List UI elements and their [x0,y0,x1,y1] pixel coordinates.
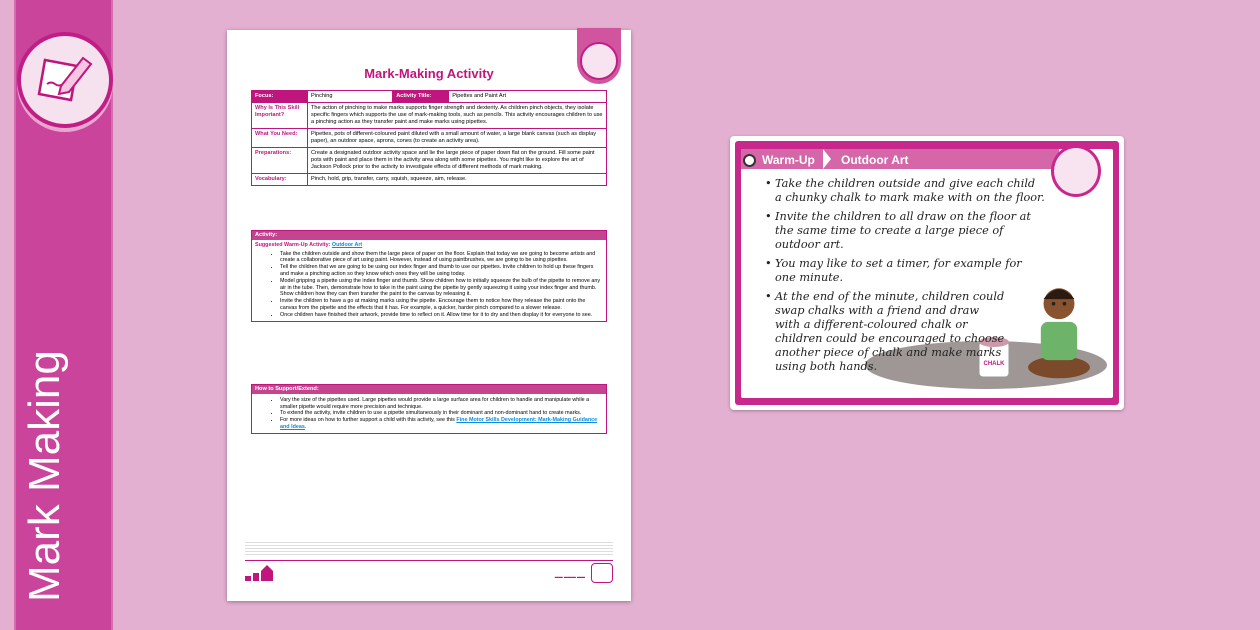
row-text: Pipettes, pots of different-coloured paint diluted with a small amount of water, a large blank canvas (such as display paper), an outdoor space, aprons, cones (to create an activity area). [308,129,607,148]
step-text: Warm-Up [762,153,815,167]
activity-document [227,30,631,601]
circle-icon [743,154,756,167]
row-text: Pinch, hold, grip, transfer, carry, squish, squeeze, aim, release. [308,174,607,186]
slide-title: Outdoor Art [841,153,909,167]
guidance-link[interactable]: Fine Motor Skills Development: Mark-Making Guidance and Ideas [280,417,598,430]
item-text: . [304,423,307,430]
focus-value: Pinching [308,91,393,103]
footer-badge [591,563,613,583]
slide-bullets [765,177,1045,379]
disclaimer [245,540,613,556]
footer-logo [245,565,273,581]
list-item: • Vary the size of the pipettes used. Large pipettes would provide a large surface area for children to handle and manipulate while a smaller pipette would require more precision and technique. [280,397,602,411]
focus-label: Focus: [252,91,308,103]
footer-url: ▬▬ ▬▬▬ ▬▬ [554,574,585,579]
list-item [280,417,602,431]
chevron-right-icon [823,149,831,169]
footer-divider [245,560,613,561]
row-label: Vocabulary: [252,174,308,186]
step-label [743,153,815,167]
warmup-slide [730,136,1124,410]
bullet: • You may like to set a timer, for example for one minute. [765,257,1045,285]
outdoor-art-link[interactable]: Outdoor Art [331,241,363,248]
list-item: • Once children have finished their artwork, provide time to reflect on it. Allow time for it to dry and then display it for everyone to see. [280,312,602,319]
row-text: Create a designated outdoor activity space and lie the large piece of paper down flat on the ground. Fill some paint pots with paint and place them in the activity area along with some pipettes. You might like to explore the art of Jackson Pollock prior to the activity to investigate effects of different methods of mark making. [308,148,607,174]
bullet: • Invite the children to all draw on the floor at the same time to create a large piece of outdoor art. [765,210,1045,252]
section-header: How to Support/Extend: [252,385,606,394]
banner-title: Mark Making [20,350,69,602]
warmup-label: Suggested Warm-Up Activity: [255,241,331,248]
document-title: Mark-Making Activity [364,66,494,81]
activity-section [251,230,607,322]
list-item: • Tell the children that we are going to be using our index finger and thumb to use our pipettes. Invite children to hold up these fingers and make a pinching action so they know which ones they will be using today. [280,264,602,278]
row-label: What You Need: [252,129,308,148]
bullet: • Take the children outside and give each child a chunky chalk to mark make with on the floor. [765,177,1045,205]
slide-frame [735,141,1119,405]
pencil-paper-icon [1051,145,1101,197]
list-item: • Invite the children to have a go at making marks using the pipette. Encourage them to notice how they release the paint onto the canvas from the pipette and the effects that it has. For example, a quicker, harder pinch compared to a slower release. [280,298,602,312]
section-header: Activity: [252,231,606,240]
list-item: • Take the children outside and show them the large piece of paper on the floor. Explain that today we are going to become artists and create a collaborative piece of art using paint. However, instead of using paintbrushes, we are going to be using pipettes. [280,251,602,265]
row-label: Why Is This Skill Important? [252,103,308,129]
activity-info-table [251,90,607,186]
row-text: The action of pinching to make marks supports finger strength and dexterity. As children pinch objects, they isolate specific fingers which supports the use of mark-making tools, such as pencils. This activity encourages children to use a pinching action as they transfer paint and make marks using pipettes. [308,103,607,129]
row-label: Preparations: [252,148,308,174]
activity-title-label: Activity Title: [393,91,449,103]
item-text: For more ideas on how to further support a child with this activity, see this [280,417,457,424]
list-item: • Model gripping a pipette using the index finger and thumb. Show children how to initially squeeze the bulb of the pipette to remove any air in the tube. Then, demonstrate how to take in the paint using the pipette by gently squeezing it using your index finger and thumb. Show children how they can then transfer the paint to the canvas by releasing it. [280,278,602,298]
banner-badge [17,32,113,128]
chalk-label: CHALK [983,361,1005,367]
pencil-paper-icon [35,48,97,110]
bullet: • At the end of the minute, children could swap chalks with a friend and draw with a different-coloured chalk or children could be encouraged to choose another piece of chalk and make marks using both hands. [765,290,1005,374]
activity-title-value: Pipettes and Paint Art [449,91,607,103]
list-item: • To extend the activity, invite children to use a pipette simultaneously in their dominant and non-dominant hand to create marks. [280,410,602,417]
support-section [251,384,607,434]
